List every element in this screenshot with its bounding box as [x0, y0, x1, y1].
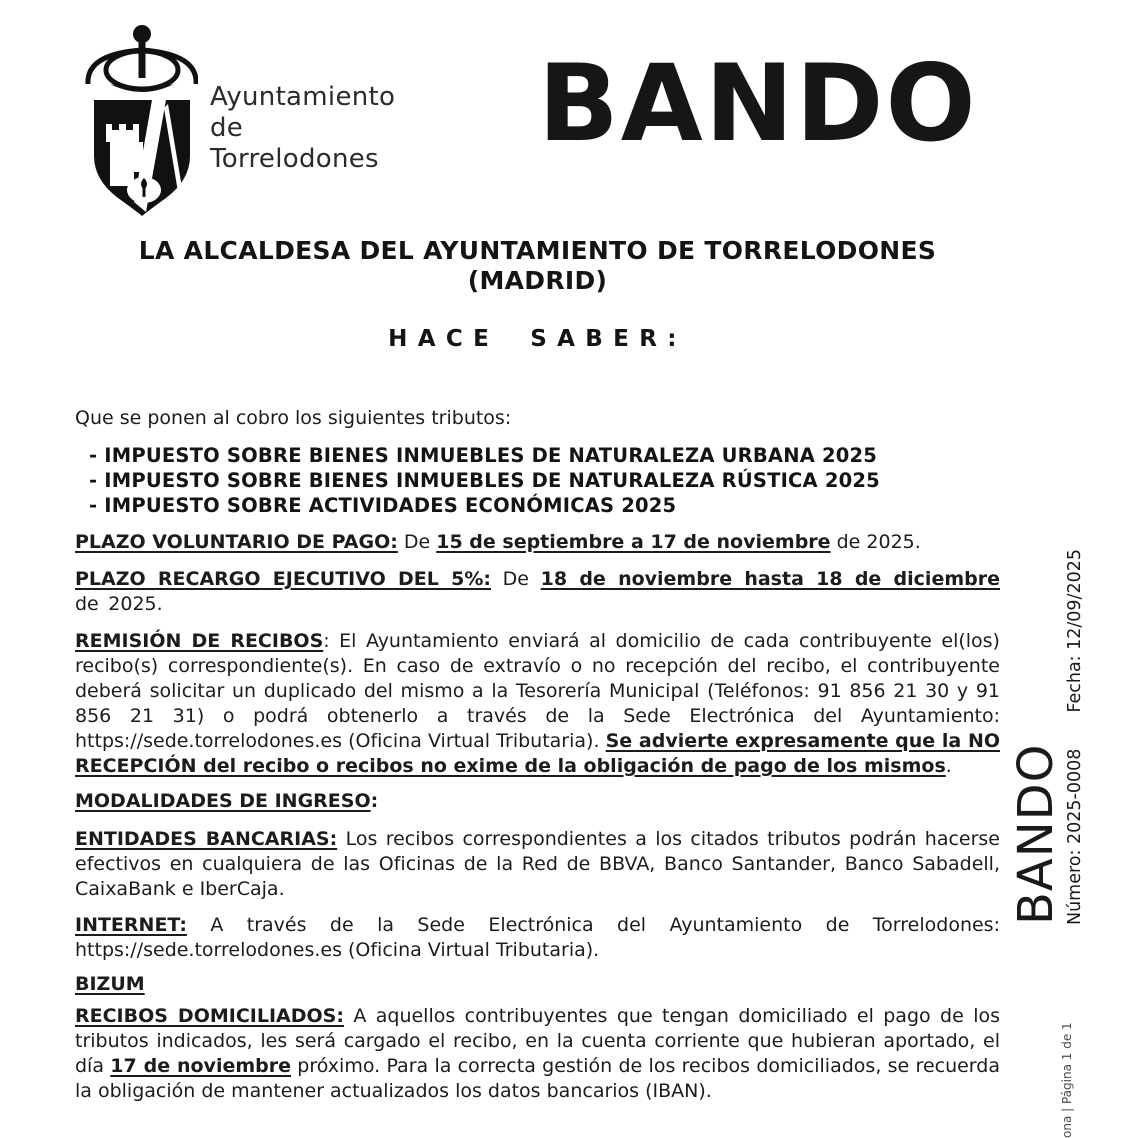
tax-list-item: - IMPUESTO SOBRE ACTIVIDADES ECONÓMICAS 2025 [89, 494, 677, 517]
paragraph-entidades-bancarias: ENTIDADES BANCARIAS: Los recibos correspondientes a los citados tributos podrán hacerse efectivos en cualquiera de las Oficinas de la Red de BBVA, Banco Santander, Banco Sabadell, CaixaBank e IberCaja. [75, 828, 1001, 900]
sidebar-date: Fecha: 12/09/2025 [1065, 549, 1085, 713]
logo-wordmark-line: de [210, 113, 244, 143]
paragraph-plazo-voluntario: PLAZO VOLUNTARIO DE PAGO: De 15 de septiembre a 17 de noviembre de 2025. [75, 531, 921, 553]
paragraph-plazo-recargo: PLAZO RECARGO EJECUTIVO DEL 5%: De 18 de noviembre hasta 18 de diciembre de 2025. [75, 568, 1000, 615]
heading-modalidades: MODALIDADES DE INGRESO: [75, 790, 379, 812]
intro-paragraph: Que se ponen al cobro los siguientes tributos: [75, 407, 512, 429]
tax-list-item: - IMPUESTO SOBRE BIENES INMUEBLES DE NATURALEZA URBANA 2025 [89, 444, 878, 467]
coat-of-arms-icon [84, 24, 198, 222]
logo-wordmark [210, 82, 395, 175]
authority-location: (MADRID) [467, 266, 608, 295]
document-body [75, 406, 1000, 1104]
vertical-sidebar [1008, 543, 1085, 925]
proclamation-heading: HACE SABER: [388, 326, 687, 352]
paragraph-internet: INTERNET: A través de la Sede Electrónica del Ayuntamiento de Torrelodones: https://sede.torrelodones.es (Oficina Virtual Tributaria). [75, 914, 1000, 961]
tax-list-item: - IMPUESTO SOBRE BIENES INMUEBLES DE NATURALEZA RÚSTICA 2025 [89, 469, 880, 492]
authority-heading [75, 236, 1000, 296]
sidebar-number: Número: 2025-0008 [1065, 748, 1085, 925]
sidebar-title: BANDO [1008, 743, 1064, 925]
tax-list [89, 443, 1000, 518]
logo-wordmark-line: Torrelodones [210, 144, 379, 174]
sidebar-meta [1065, 549, 1085, 925]
document-title: BANDO [538, 42, 978, 165]
paragraph-recibos-domiciliados: RECIBOS DOMICILIADOS: A aquellos contribuyentes que tengan domiciliado el pago de los tributos indicados, les será cargado el recibo, en la cuenta corriente que hubieran aportado, el día 17 de noviembre próximo. Para la correcta gestión de los recibos domiciliados, se recuerda la obligación de mantener actualizados los datos bancarios (IBAN). [75, 1005, 1001, 1102]
paragraph-remision-recibos: REMISIÓN DE RECIBOS: El Ayuntamiento enviará al domicilio de cada contribuyente el(los) recibo(s) correspondiente(s). En caso de extravío o no recepción del recibo, el contribuyente deberá solicitar un duplicado del mismo a la Tesorería Municipal (Teléfonos: 91 856 21 30 y 91 856 21 31) o podrá obtenerlo a través de la Sede Electrónica del Ayuntamiento: https://sede.torrelodones.es (Oficina Virtual Tributaria). Se advierte expresamente que la NO RECEPCIÓN del recibo o recibos no exime de la obligación de pago de los mismos. [75, 630, 1000, 777]
authority-line: LA ALCALDESA DEL AYUNTAMIENTO DE TORRELODONES [138, 236, 937, 265]
heading-bizum: BIZUM [75, 973, 145, 995]
logo-wordmark-line: Ayuntamiento [210, 82, 396, 112]
page-footer-vertical: ona | Página 1 de 1 [1060, 1022, 1074, 1138]
